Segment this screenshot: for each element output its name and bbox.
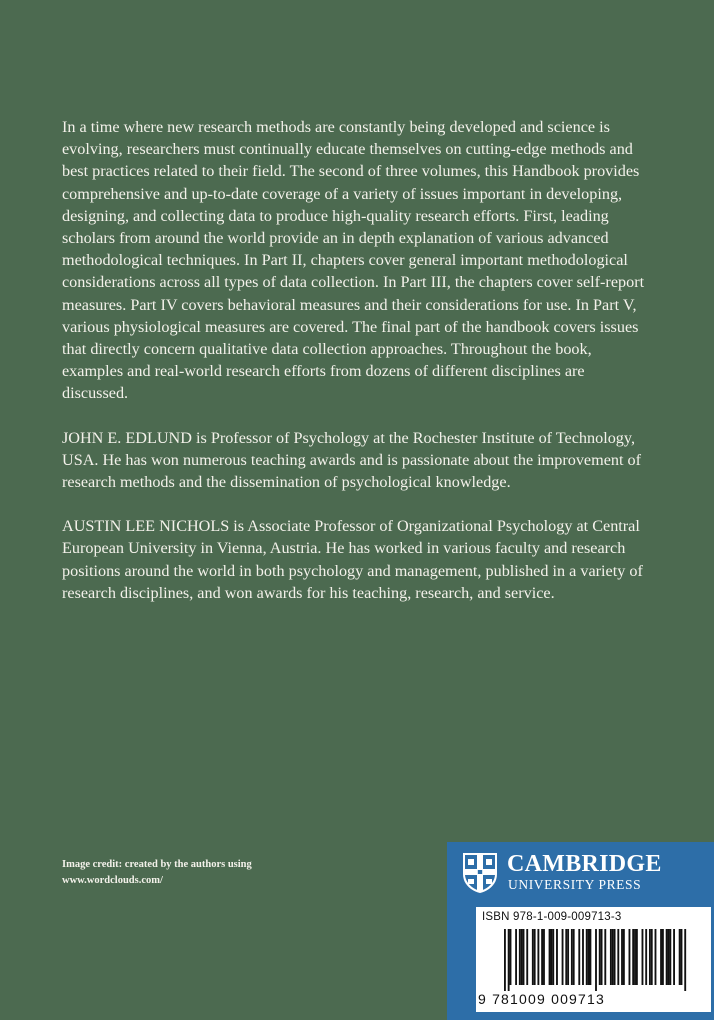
barcode-bar [586,929,588,985]
barcode-bar [526,929,528,985]
back-cover-description [62,116,652,626]
barcode-bar [552,929,554,985]
barcode-bar [510,929,512,985]
barcode-bar [537,929,539,985]
barcode-bar [599,929,601,985]
barcode-bar [573,929,575,985]
barcode-bar [651,929,653,985]
barcode-bar [645,929,647,985]
barcode-bar [515,929,517,985]
barcode-bar [565,929,567,985]
isbn-barcode [476,907,711,1012]
cambridge-crest-icon [462,852,498,894]
barcode-bar [668,929,670,985]
barcode-bar [673,929,675,985]
barcode-bar [612,929,614,985]
barcode-bar [549,929,551,985]
barcode-bar [519,929,521,985]
barcode-bar [642,929,644,985]
barcode-bar [589,929,591,985]
barcode-bar [623,929,625,985]
barcode-bar [532,929,534,985]
barcode-bar [562,929,564,985]
barcode-bar [582,929,584,985]
barcode-bar [541,929,543,985]
barcode-bars [504,929,688,991]
publisher-subname: UNIVERSITY PRESS [508,877,642,892]
barcode-bar [523,929,525,985]
barcode-bar [617,929,619,985]
barcode-bar [669,929,671,985]
barcode-bar [567,929,569,985]
barcode-bar [595,929,597,991]
barcode-bar [610,929,612,985]
author-bio-edlund: JOHN E. EDLUND is Professor of Psychology at the Rochester Institute of Technology, USA. He has won numerous teaching awards and is passionate about the improvement of research methods and the dissemination of psychological knowledge. [62,428,642,492]
barcode-bar [588,929,590,985]
barcode-bar [504,929,506,991]
barcode-bar [550,929,552,985]
publisher-name: CAMBRIDGE [507,851,662,877]
author-bio-nichols: AUSTIN LEE NICHOLS is Associate Professor of Organizational Psychology at Central European University in Vienna, Austria. He has worked in various faculty and research positions around the world in both psychology and management, published in a variety of research disciplines, and won awards for his teaching, research, and service. [62,517,643,602]
barcode-bar [629,929,631,985]
barcode-bar [681,929,683,985]
barcode-bar [604,929,606,985]
barcode-bar [666,929,668,985]
barcode-bar [636,929,638,985]
barcode-bar [621,929,623,985]
description-paragraph: In a time where new research methods are constantly being developed and science is evolving, researchers must continually educate themselves on cutting-edge methods and best practices related to their field. The second of three volumes, this Handbook provides comprehensive and up-to-date coverage of a variety of issues important in developing, designing, and collecting data to produce high-quality research efforts. First, leading scholars from around the world provide an in depth explanation of various advanced methodological techniques. In Part II, chapters cover general important methodological considerations across all types of data collection. In Part III, the chapters cover self-report measures. Part IV covers behavioral measures and their considerations for use. In Part V, various physiological measures are covered. The final part of the handbook covers issues that directly concern qualitative data collection approaches. Throughout the book, examples and real-world research efforts from dozens of different disciplines are discussed. [62,118,645,403]
barcode-bar [601,929,603,985]
barcode-bar [578,929,580,985]
image-credit-url: www.wordclouds.com/ [62,874,163,886]
barcode-bar [534,929,536,985]
barcode-bar [521,929,523,985]
image-credit-line: Image credit: created by the authors using [62,859,252,870]
barcode-bar [556,929,558,985]
barcode-bar [571,929,573,985]
isbn-label: ISBN 978-1-009-009713-3 [482,911,622,923]
barcode-bar [679,929,681,985]
image-credit [62,857,342,888]
barcode-bar [649,929,651,985]
barcode-bar [684,929,686,991]
barcode-bar [614,929,616,985]
barcode-bar [543,929,545,985]
barcode-bar [662,929,664,985]
barcode-bar [660,929,662,985]
ean-digits: 9 781009 009713 [478,991,605,1007]
barcode-bar [632,929,634,985]
barcode-bar [655,929,657,985]
barcode-bar [508,929,510,991]
barcode-bar [634,929,636,985]
publisher-panel [447,842,714,1020]
